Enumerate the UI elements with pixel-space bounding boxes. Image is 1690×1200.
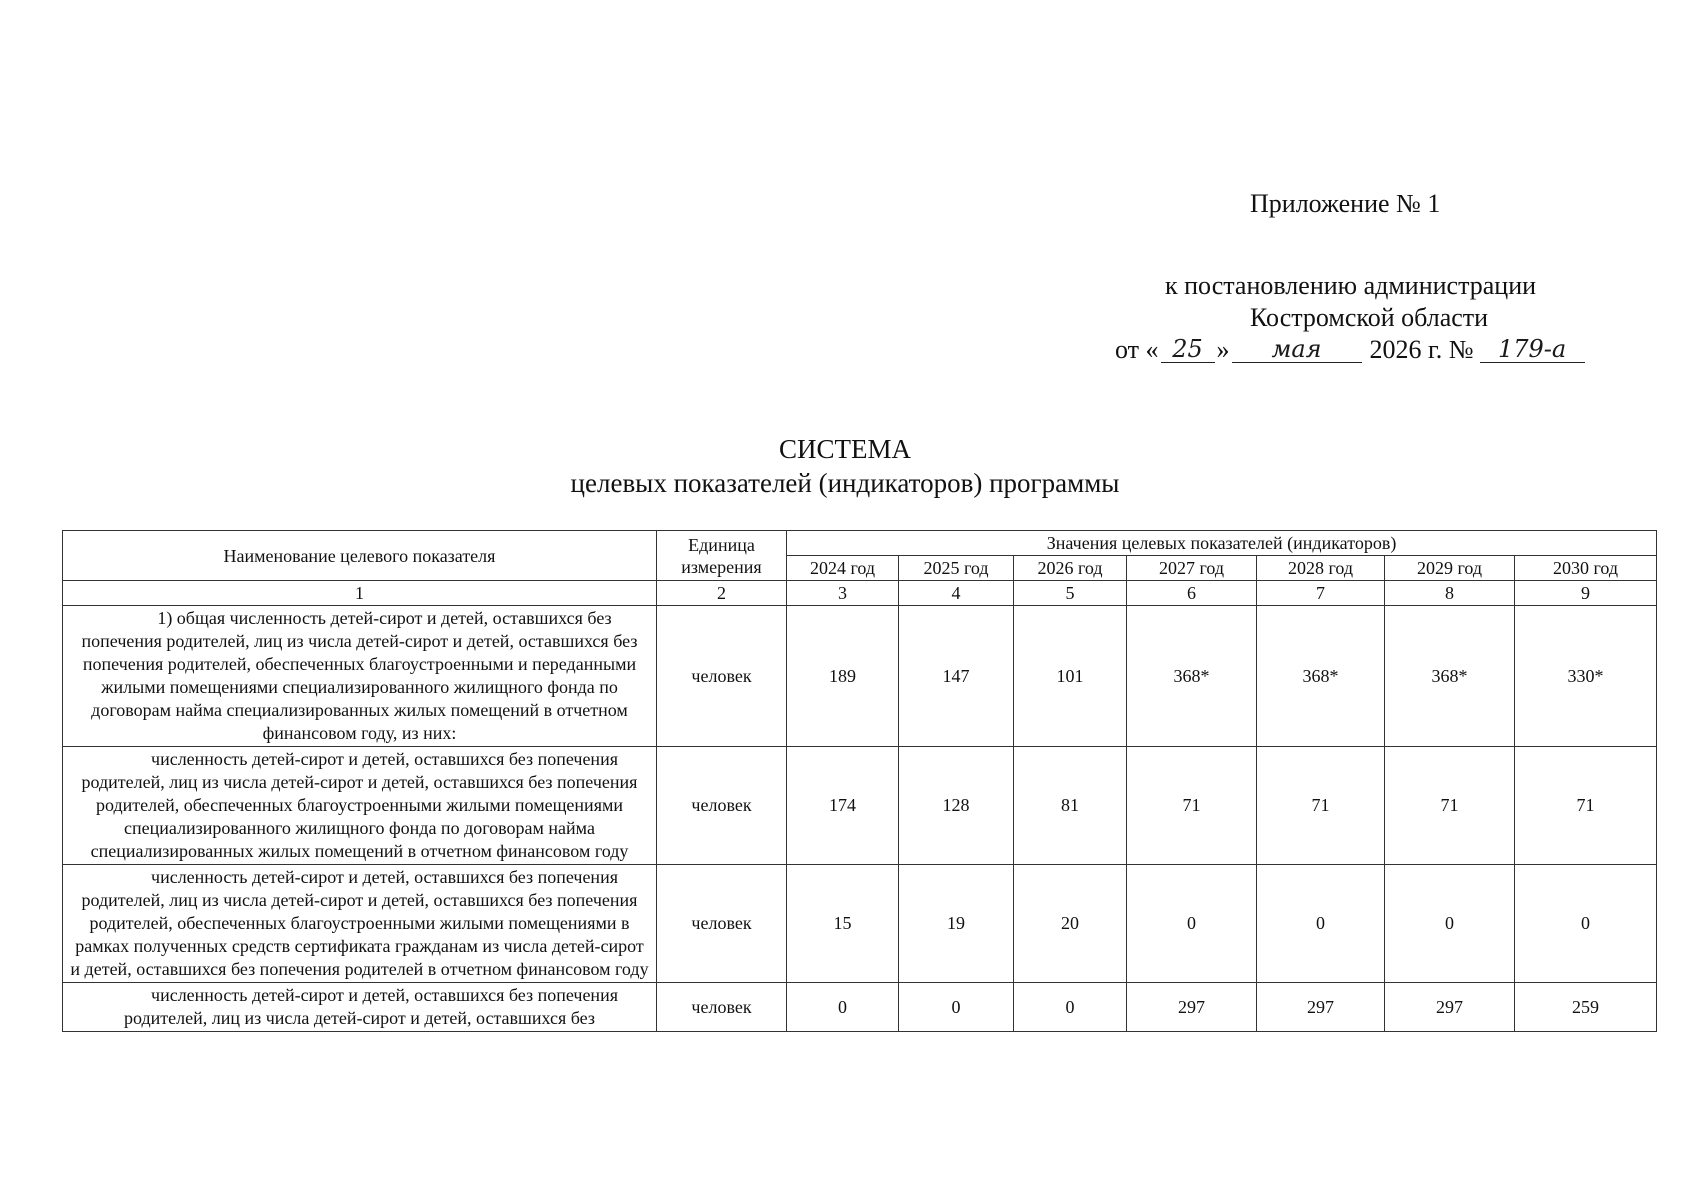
column-numbers-row	[63, 581, 1657, 606]
indicator-name: численность детей-сирот и детей, оставшихся без попечения родителей, лиц из числа детей-сирот и детей, оставшихся без	[63, 983, 657, 1032]
indicator-value: 71	[1257, 747, 1385, 865]
region-line: Костромской области	[1250, 303, 1489, 332]
date-year: 2026 г. №	[1369, 335, 1474, 364]
indicator-value: 20	[1014, 865, 1127, 983]
annex-title: Приложение № 1	[1250, 189, 1441, 218]
indicator-unit: человек	[657, 865, 787, 983]
header-year: 2028 год	[1257, 556, 1385, 581]
indicators-table	[62, 530, 1657, 1032]
handwritten-month: мая	[1232, 337, 1362, 363]
indicator-value: 297	[1385, 983, 1515, 1032]
date-line	[1115, 337, 1587, 363]
indicator-value: 0	[899, 983, 1014, 1032]
indicator-value: 297	[1257, 983, 1385, 1032]
indicator-value: 330*	[1515, 606, 1657, 747]
indicator-value: 147	[899, 606, 1014, 747]
indicator-name: 1) общая численность детей-сирот и детей, оставшихся без попечения родителей, лиц из числа детей-сирот и детей, оставшихся без попечения родителей, обеспеченных благоустроенными и переданными жилыми помещениями специализированного жилищного фонда по договорам найма специализированных жилых помещений в отчетном финансовом году, из них:	[63, 606, 657, 747]
column-number: 6	[1127, 581, 1257, 606]
indicator-value: 15	[787, 865, 899, 983]
column-number: 2	[657, 581, 787, 606]
indicator-value: 297	[1127, 983, 1257, 1032]
header-values: Значения целевых показателей (индикаторов)	[787, 531, 1657, 556]
column-number: 8	[1385, 581, 1515, 606]
indicator-value: 0	[1014, 983, 1127, 1032]
indicator-unit: человек	[657, 747, 787, 865]
indicator-value: 81	[1014, 747, 1127, 865]
header-year: 2027 год	[1127, 556, 1257, 581]
header-unit: Единица измерения	[657, 531, 787, 581]
column-number: 7	[1257, 581, 1385, 606]
indicator-value: 71	[1515, 747, 1657, 865]
column-number: 1	[63, 581, 657, 606]
indicator-value: 259	[1515, 983, 1657, 1032]
indicator-unit: человек	[657, 983, 787, 1032]
indicator-value: 0	[1385, 865, 1515, 983]
indicator-value: 0	[787, 983, 899, 1032]
table-row	[63, 865, 1657, 983]
indicator-value: 0	[1515, 865, 1657, 983]
header-year: 2030 год	[1515, 556, 1657, 581]
indicator-name: численность детей-сирот и детей, оставшихся без попечения родителей, лиц из числа детей-сирот и детей, оставшихся без попечения родителей, обеспеченных благоустроенными жилыми помещениями в рамках полученных средств сертификата гражданам из числа детей-сирот и детей, оставшихся без попечения родителей в отчетном финансовом году	[63, 865, 657, 983]
document-title: СИСТЕМА	[778, 434, 911, 464]
indicator-value: 19	[899, 865, 1014, 983]
resolution-line: к постановлению администрации	[1165, 271, 1537, 300]
table-row	[63, 983, 1657, 1032]
header-year: 2025 год	[899, 556, 1014, 581]
handwritten-day: 25	[1161, 337, 1215, 363]
table-row	[63, 747, 1657, 865]
date-quote-close: »	[1216, 335, 1230, 364]
header-year: 2029 год	[1385, 556, 1515, 581]
column-number: 4	[899, 581, 1014, 606]
indicator-value: 0	[1127, 865, 1257, 983]
indicator-value: 101	[1014, 606, 1127, 747]
header-year: 2026 год	[1014, 556, 1127, 581]
indicator-value: 368*	[1257, 606, 1385, 747]
column-number: 9	[1515, 581, 1657, 606]
indicator-value: 0	[1257, 865, 1385, 983]
table-row	[63, 606, 1657, 747]
handwritten-number: 179-а	[1480, 337, 1585, 363]
indicator-value: 71	[1385, 747, 1515, 865]
indicator-value: 174	[787, 747, 899, 865]
header-indicator-name: Наименование целевого показателя	[63, 531, 657, 581]
indicator-unit: человек	[657, 606, 787, 747]
indicator-value: 368*	[1127, 606, 1257, 747]
indicator-value: 71	[1127, 747, 1257, 865]
column-number: 5	[1014, 581, 1127, 606]
date-prefix: от «	[1115, 335, 1159, 364]
header-year: 2024 год	[787, 556, 899, 581]
document-subtitle: целевых показателей (индикаторов) программы	[570, 468, 1120, 498]
indicator-name: численность детей-сирот и детей, оставшихся без попечения родителей, лиц из числа детей-сирот и детей, оставшихся без попечения родителей, обеспеченных благоустроенными жилыми помещениями специализированного жилищного фонда по договорам найма специализированных жилых помещений в отчетном финансовом году	[63, 747, 657, 865]
indicator-value: 368*	[1385, 606, 1515, 747]
indicator-value: 128	[899, 747, 1014, 865]
indicator-value: 189	[787, 606, 899, 747]
column-number: 3	[787, 581, 899, 606]
